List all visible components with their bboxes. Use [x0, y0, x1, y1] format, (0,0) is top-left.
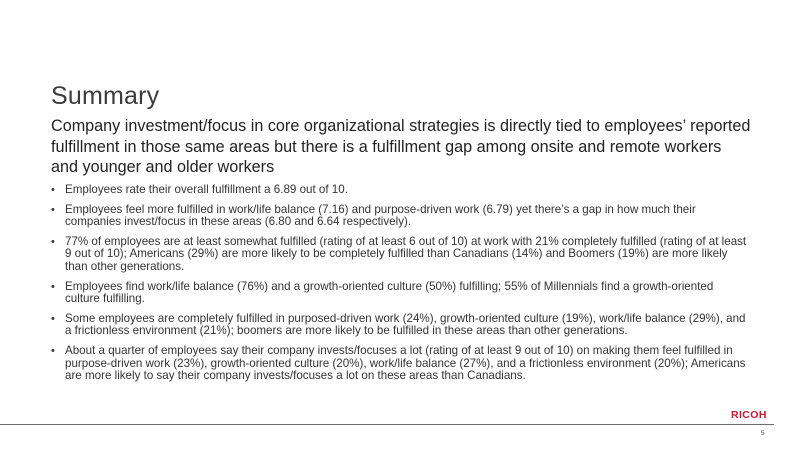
footer-divider — [0, 424, 774, 425]
bullet-dot-icon: • — [51, 184, 55, 196]
slide-subtitle: Company investment/focus in core organizational strategies is directly tied to employees’ reported fulfillment in those same areas but there is a fulfillment gap among onsite and remote workers and younger and older workers — [51, 117, 751, 176]
bullet-item — [51, 184, 751, 197]
bullet-list — [51, 184, 751, 390]
bullet-item — [51, 204, 751, 229]
bullet-dot-icon: • — [51, 312, 55, 325]
bullet-text: Employees feel more fulfilled in work/life balance (7.16) and purpose-driven work (6.79) yet there’s a gap in how much their companies invest/focus in these areas (6.80 and 6.64 respectively). — [65, 202, 696, 229]
bullet-text: 77% of employees are at least somewhat fulfilled (rating of at least 6 out of 10) at work with 21% completely fulfilled (rating of at least 9 out of 10); Americans (29%) are more likely to be completely fulfilled than Canadians (14%) and Boomers (19%) are more likely than other generations. — [65, 234, 747, 273]
bullet-text: Employees rate their overall fulfillment a 6.89 out of 10. — [65, 183, 348, 196]
ricoh-logo: RICOH — [731, 409, 767, 421]
bullet-text: Employees find work/life balance (76%) and a growth-oriented culture (50%) fulfilling; 55% of Millennials find a growth-oriented culture fulfilling. — [65, 279, 714, 306]
bullet-dot-icon: • — [51, 235, 55, 248]
bullet-item — [51, 345, 751, 383]
bullet-item — [51, 313, 751, 338]
bullet-dot-icon: • — [51, 203, 55, 216]
bullet-dot-icon: • — [51, 344, 55, 357]
bullet-dot-icon: • — [51, 280, 55, 293]
bullet-text: Some employees are completely fulfilled in purposed-driven work (24%), growth-oriented culture (19%), work/life balance (29%), and a frictionless environment (21%); boomers are more likely to be fulfilled in these areas than other generations. — [65, 311, 746, 338]
bullet-item — [51, 281, 751, 306]
page-number: 5 — [761, 430, 765, 437]
slide-title: Summary — [51, 82, 160, 110]
bullet-text: About a quarter of employees say their company invests/focuses a lot (rating of at least 9 out of 10) on making them feel fulfilled in purpose-driven work (23%), growth-oriented culture (20%), work/life balance (27%), and a frictionless environment (20%); Americans are more likely to say their company invests/focuses a lot on these areas than Canadians. — [65, 343, 746, 383]
bullet-item — [51, 236, 751, 274]
